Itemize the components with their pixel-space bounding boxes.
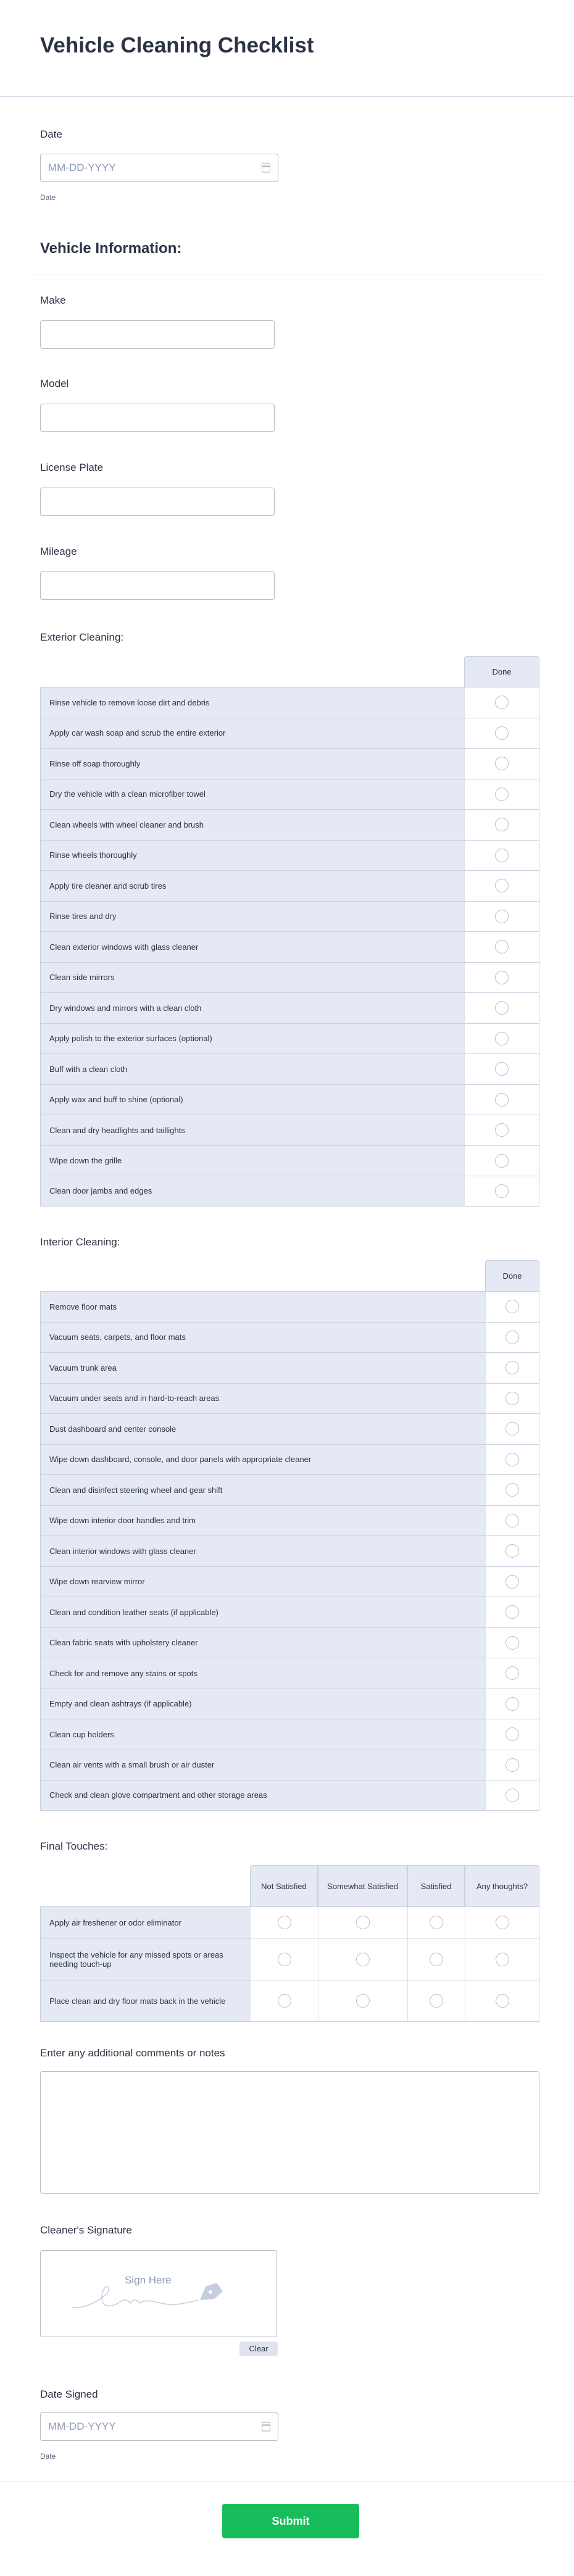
- matrix-row: [40, 1444, 539, 1475]
- row-label: Apply tire cleaner and scrub tires: [40, 870, 464, 901]
- radio-cell: [464, 718, 539, 749]
- radio-button[interactable]: [496, 1994, 509, 2008]
- radio-cell: [318, 1980, 407, 2022]
- radio-button[interactable]: [495, 726, 509, 740]
- row-label: Clean side mirrors: [40, 962, 464, 993]
- radio-cell: [464, 840, 539, 871]
- matrix-row: [40, 1980, 539, 2022]
- radio-cell: [485, 1597, 539, 1627]
- date-sublabel: Date: [40, 193, 56, 202]
- radio-cell: [485, 1750, 539, 1780]
- matrix-row: [40, 870, 539, 901]
- matrix-row: [40, 779, 539, 810]
- radio-button[interactable]: [495, 1093, 509, 1107]
- radio-cell: [407, 1938, 465, 1980]
- radio-button[interactable]: [278, 1916, 291, 1929]
- matrix-row: [40, 1176, 539, 1207]
- radio-cell: [485, 1322, 539, 1353]
- row-label: Wipe down the grille: [40, 1145, 464, 1176]
- radio-button[interactable]: [505, 1300, 519, 1313]
- radio-cell: [464, 962, 539, 993]
- radio-cell: [485, 1352, 539, 1383]
- matrix-corner: [40, 656, 464, 687]
- matrix-row: [40, 1535, 539, 1566]
- matrix-row: [40, 1906, 539, 1938]
- radio-cell: [464, 870, 539, 901]
- row-label: Vacuum seats, carpets, and floor mats: [40, 1322, 485, 1353]
- row-label: Dust dashboard and center console: [40, 1413, 485, 1444]
- radio-button[interactable]: [505, 1483, 519, 1497]
- radio-cell: [485, 1505, 539, 1536]
- radio-cell: [464, 1176, 539, 1207]
- matrix-row: [40, 1719, 539, 1750]
- row-label: Rinse vehicle to remove loose dirt and debris: [40, 687, 464, 718]
- row-label: Apply car wash soap and scrub the entire exterior: [40, 718, 464, 749]
- column-header: Done: [464, 656, 539, 687]
- row-label: Check for and remove any stains or spots: [40, 1658, 485, 1689]
- row-label: Rinse wheels thoroughly: [40, 840, 464, 871]
- row-label: Check and clean glove compartment and other storage areas: [40, 1780, 485, 1811]
- page-title: Vehicle Cleaning Checklist: [40, 33, 314, 57]
- radio-button[interactable]: [496, 1916, 509, 1929]
- matrix-row: [40, 1023, 539, 1054]
- radio-cell: [464, 809, 539, 840]
- radio-button[interactable]: [495, 1032, 509, 1045]
- matrix-row: [40, 1084, 539, 1115]
- radio-cell: [485, 1474, 539, 1505]
- matrix-header-row: [40, 1260, 539, 1291]
- radio-cell: [485, 1719, 539, 1750]
- radio-cell: [485, 1780, 539, 1811]
- field-label: Mileage: [40, 546, 77, 557]
- radio-cell: [464, 931, 539, 962]
- radio-cell: [485, 1444, 539, 1475]
- date-signed-placeholder: MM-DD-YYYY: [48, 2420, 116, 2432]
- radio-button[interactable]: [495, 1062, 509, 1076]
- interior-matrix: [40, 1260, 539, 1811]
- license-plate-input[interactable]: [40, 488, 275, 516]
- matrix-row: [40, 1474, 539, 1505]
- radio-cell: [250, 1906, 318, 1938]
- matrix-row: [40, 1413, 539, 1444]
- clear-signature-button[interactable]: Clear: [239, 2341, 278, 2356]
- matrix-row: [40, 1383, 539, 1414]
- radio-cell: [250, 1980, 318, 2022]
- radio-button[interactable]: [505, 1392, 519, 1405]
- radio-button[interactable]: [430, 1994, 443, 2008]
- row-label: Clean cup holders: [40, 1719, 485, 1750]
- radio-cell: [464, 1053, 539, 1084]
- matrix-header-row: [40, 656, 539, 687]
- date-signed-sublabel: Date: [40, 2452, 56, 2461]
- row-label: Apply wax and buff to shine (optional): [40, 1084, 464, 1115]
- row-label: Wipe down interior door handles and trim: [40, 1505, 485, 1536]
- radio-button[interactable]: [495, 787, 509, 801]
- radio-button[interactable]: [278, 1953, 291, 1966]
- row-label: Wipe down rearview mirror: [40, 1566, 485, 1597]
- row-label: Clean wheels with wheel cleaner and brush: [40, 809, 464, 840]
- radio-button[interactable]: [356, 1994, 370, 2008]
- matrix-row: [40, 1780, 539, 1811]
- row-label: Clean and disinfect steering wheel and gear shift: [40, 1474, 485, 1505]
- radio-button[interactable]: [495, 757, 509, 770]
- submit-button[interactable]: Submit: [222, 2504, 359, 2538]
- row-label: Dry windows and mirrors with a clean cloth: [40, 992, 464, 1023]
- column-header: Satisfied: [407, 1865, 465, 1906]
- matrix-row: [40, 1322, 539, 1353]
- matrix-row: [40, 809, 539, 840]
- matrix-corner: [40, 1865, 250, 1906]
- radio-button[interactable]: [356, 1916, 370, 1929]
- radio-button[interactable]: [495, 879, 509, 892]
- matrix-row: [40, 901, 539, 932]
- column-header: Done: [485, 1260, 539, 1291]
- radio-button[interactable]: [505, 1422, 519, 1435]
- comments-textarea[interactable]: [40, 2071, 539, 2194]
- matrix-row: [40, 1145, 539, 1176]
- matrix-row: [40, 1115, 539, 1145]
- date-signed-input[interactable]: [40, 2412, 278, 2441]
- matrix-row: [40, 1689, 539, 1719]
- radio-cell: [407, 1906, 465, 1938]
- row-label: Place clean and dry floor mats back in the vehicle: [40, 1980, 250, 2022]
- radio-cell: [485, 1566, 539, 1597]
- matrix-row: [40, 1938, 539, 1980]
- radio-cell: [407, 1980, 465, 2022]
- radio-cell: [465, 1938, 539, 1980]
- radio-cell: [464, 748, 539, 779]
- row-label: Clean exterior windows with glass cleaner: [40, 931, 464, 962]
- radio-button[interactable]: [495, 971, 509, 984]
- matrix-corner: [40, 1260, 485, 1291]
- interior-heading: Interior Cleaning:: [40, 1236, 120, 1248]
- matrix-row: [40, 1627, 539, 1658]
- exterior-matrix: [40, 656, 539, 1207]
- matrix-row: [40, 687, 539, 718]
- exterior-heading: Exterior Cleaning:: [40, 631, 124, 643]
- calendar-icon[interactable]: [262, 2422, 270, 2432]
- row-label: Empty and clean ashtrays (if applicable): [40, 1689, 485, 1719]
- row-label: Apply polish to the exterior surfaces (optional): [40, 1023, 464, 1054]
- mileage-input[interactable]: [40, 571, 275, 600]
- radio-cell: [250, 1938, 318, 1980]
- radio-button[interactable]: [430, 1916, 443, 1929]
- radio-button[interactable]: [495, 1001, 509, 1015]
- radio-button[interactable]: [495, 910, 509, 923]
- row-label: Clean and condition leather seats (if applicable): [40, 1597, 485, 1627]
- radio-button[interactable]: [356, 1953, 370, 1966]
- radio-button[interactable]: [505, 1331, 519, 1344]
- footer-divider: [0, 2481, 574, 2482]
- radio-button[interactable]: [505, 1666, 519, 1680]
- calendar-icon[interactable]: [262, 164, 270, 173]
- radio-cell: [464, 1145, 539, 1176]
- signature-pad[interactable]: [40, 2250, 277, 2337]
- comments-label: Enter any additional comments or notes: [40, 2047, 225, 2059]
- matrix-header-row: [40, 1865, 539, 1906]
- row-label: Clean fabric seats with upholstery cleaner: [40, 1627, 485, 1658]
- row-label: Remove floor mats: [40, 1291, 485, 1322]
- radio-cell: [485, 1627, 539, 1658]
- radio-button[interactable]: [505, 1697, 519, 1711]
- final-matrix: [40, 1865, 539, 2022]
- radio-button[interactable]: [505, 1514, 519, 1527]
- row-label: Clean door jambs and edges: [40, 1176, 464, 1207]
- row-label: Vacuum trunk area: [40, 1352, 485, 1383]
- vehicle-info-heading: Vehicle Information:: [40, 240, 182, 257]
- column-header: Not Satisfied: [250, 1865, 318, 1906]
- radio-button[interactable]: [495, 1123, 509, 1137]
- radio-button[interactable]: [505, 1758, 519, 1772]
- radio-button[interactable]: [495, 818, 509, 831]
- field-label: Model: [40, 378, 69, 389]
- matrix-row: [40, 931, 539, 962]
- radio-cell: [465, 1906, 539, 1938]
- radio-button[interactable]: [430, 1953, 443, 1966]
- date-input[interactable]: [40, 154, 278, 182]
- matrix-row: [40, 1291, 539, 1322]
- signature-label: Cleaner's Signature: [40, 2224, 132, 2236]
- radio-button[interactable]: [505, 1636, 519, 1650]
- row-label: Clean interior windows with glass cleaner: [40, 1535, 485, 1566]
- radio-button[interactable]: [495, 1154, 509, 1168]
- header-divider: [0, 96, 574, 97]
- radio-button[interactable]: [505, 1361, 519, 1374]
- row-label: Buff with a clean cloth: [40, 1053, 464, 1084]
- matrix-row: [40, 840, 539, 871]
- radio-button[interactable]: [505, 1605, 519, 1619]
- radio-button[interactable]: [496, 1953, 509, 1966]
- radio-cell: [464, 779, 539, 810]
- column-header: Any thoughts?: [465, 1865, 539, 1906]
- radio-cell: [464, 901, 539, 932]
- make-input[interactable]: [40, 320, 275, 349]
- row-label: Apply air freshener or odor eliminator: [40, 1906, 250, 1938]
- radio-cell: [464, 1115, 539, 1145]
- radio-cell: [485, 1383, 539, 1414]
- date-placeholder: MM-DD-YYYY: [48, 162, 116, 173]
- field-label: License Plate: [40, 462, 104, 473]
- matrix-row: [40, 1352, 539, 1383]
- row-label: Dry the vehicle with a clean microfiber towel: [40, 779, 464, 810]
- radio-button[interactable]: [505, 1575, 519, 1589]
- column-header: Somewhat Satisfied: [318, 1865, 407, 1906]
- radio-cell: [464, 687, 539, 718]
- row-label: Vacuum under seats and in hard-to-reach areas: [40, 1383, 485, 1414]
- radio-button[interactable]: [278, 1994, 291, 2008]
- matrix-row: [40, 1053, 539, 1084]
- radio-button[interactable]: [495, 1184, 509, 1198]
- row-label: Clean and dry headlights and taillights: [40, 1115, 464, 1145]
- signature-pen-icon: [69, 2275, 247, 2319]
- date-signed-label: Date Signed: [40, 2388, 98, 2400]
- row-label: Rinse off soap thoroughly: [40, 748, 464, 779]
- radio-button[interactable]: [505, 1727, 519, 1741]
- radio-button[interactable]: [495, 696, 509, 709]
- radio-cell: [465, 1980, 539, 2022]
- field-label: Make: [40, 294, 66, 306]
- row-label: Clean air vents with a small brush or air duster: [40, 1750, 485, 1780]
- radio-cell: [318, 1938, 407, 1980]
- radio-button[interactable]: [495, 940, 509, 954]
- radio-cell: [464, 1084, 539, 1115]
- matrix-row: [40, 1505, 539, 1536]
- matrix-row: [40, 1750, 539, 1780]
- radio-cell: [464, 992, 539, 1023]
- matrix-row: [40, 748, 539, 779]
- radio-cell: [485, 1689, 539, 1719]
- matrix-row: [40, 718, 539, 749]
- radio-cell: [485, 1535, 539, 1566]
- radio-cell: [485, 1413, 539, 1444]
- row-label: Inspect the vehicle for any missed spots or areas needing touch-up: [40, 1938, 250, 1980]
- radio-cell: [485, 1291, 539, 1322]
- radio-button[interactable]: [495, 849, 509, 862]
- radio-cell: [485, 1658, 539, 1689]
- radio-cell: [318, 1906, 407, 1938]
- radio-button[interactable]: [505, 1544, 519, 1558]
- radio-button[interactable]: [505, 1789, 519, 1802]
- final-heading: Final Touches:: [40, 1840, 108, 1852]
- row-label: Wipe down dashboard, console, and door panels with appropriate cleaner: [40, 1444, 485, 1475]
- radio-button[interactable]: [505, 1453, 519, 1466]
- sign-here-text: Sign Here: [125, 2274, 172, 2286]
- row-label: Rinse tires and dry: [40, 901, 464, 932]
- matrix-row: [40, 1658, 539, 1689]
- matrix-row: [40, 962, 539, 993]
- radio-cell: [464, 1023, 539, 1054]
- matrix-row: [40, 992, 539, 1023]
- matrix-row: [40, 1597, 539, 1627]
- matrix-row: [40, 1566, 539, 1597]
- date-label: Date: [40, 128, 62, 140]
- model-input[interactable]: [40, 404, 275, 432]
